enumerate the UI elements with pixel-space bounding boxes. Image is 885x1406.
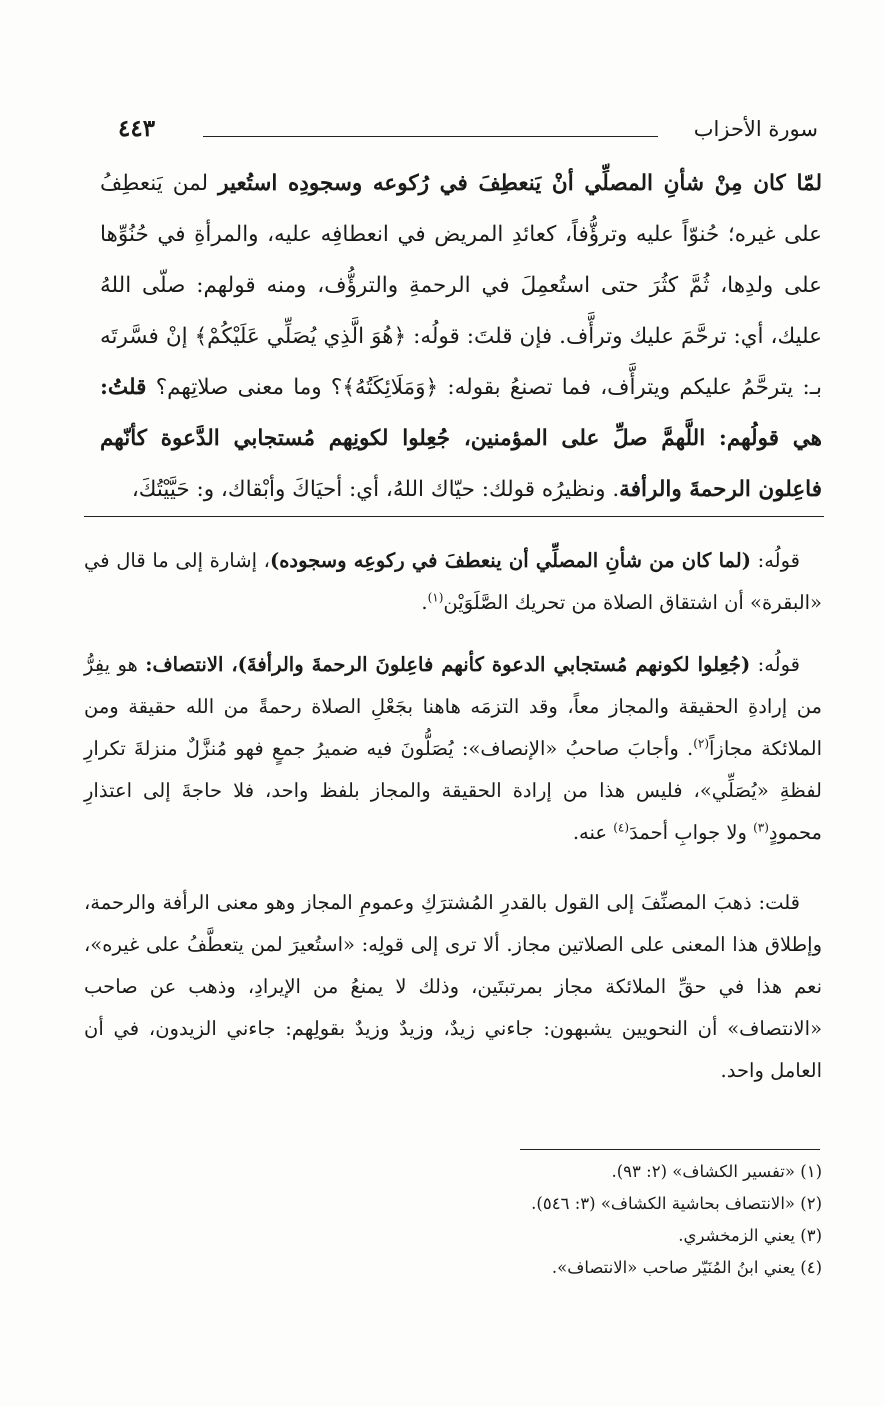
commentary-paragraph-2 (84, 644, 822, 854)
page-number: ٤٤٣ (118, 115, 156, 142)
footnote-divider (520, 1149, 820, 1150)
main-text-body: لمن يَنعطِفُ على غيره؛ حُنوّاً عليه وترؤُّفاً، كعائدِ المريض في انعطافِه عليه، والمرأةِ في حُنُوِّها على ولدِها، ثُمَّ كثُرَ حتى استُعمِلَ في الرحمةِ والترؤُّف، ومنه قولهم: صلّى اللهُ عليك، أي: ترحَّمَ عليك وترأَّف. فإن قلتَ: قولُه: ﴿هُوَ الَّذِي يُصَلِّي عَلَيْكُمْ﴾ إنْ فسَّرتَه بـ: يترحَّمُ عليكم ويترأَّف، فما تصنعُ بقوله: ﴿وَمَلَائِكَتُهُ﴾؟ وما معنى صلاتِهم؟ (100, 171, 822, 400)
commentary-paragraph-3 (84, 882, 822, 1092)
main-text (100, 158, 822, 515)
comm-1-body: ، إشارة إلى ما قال في «البقرة» أن اشتقاق الصلاة من تحريك الصَّلَوَيْن (84, 549, 822, 614)
text-commentary-divider (84, 516, 824, 517)
comm-2-end: عنه. (572, 821, 614, 844)
comm-3-body: قلت: ذهبَ المصنِّفَ إلى القول بالقدرِ المُشترَكِ وعمومِ المجاز وهو معنى الرأفة والرحمة، وإطلاق هذا المعنى على الصلاتين مجاز. ألا ترى إلى قولِه: «استُعيرَ لمن يتعطَّفُ على غيره»، نعم هذا في حقِّ الملائكة مجاز بمرتبتَين، وذلك لا يمنعُ من الإيرادِ، وذهب عن صاحب «الانتصاف» أن النحويين يشبهون: جاءني زيدٌ، وزيدٌ وزيدٌ بقولِهم: جاءني الزيدون، في أن العامل واحد. (84, 891, 822, 1082)
footnote-ref-3[interactable]: (٣) (753, 820, 769, 835)
comm-2-intro: قولُه: (750, 653, 800, 676)
footnote-2: (٢) «الانتصاف بحاشية الكشاف» (٣: ٥٤٦). (531, 1194, 822, 1213)
comm-2-body-b: . وأجابَ صاحبُ «الإنصاف»: يُصَلُّونَ فيه ضميرُ جمعٍ فهو مُنزَّلٌ منزلةَ تكرارِ لفظةِ «يُصَلِّي»، فليس هذا من إرادة الحقيقة والمجاز بلفظ واحد، فلا حاجةَ إلى اعتذارِ محمودٍ (84, 737, 822, 844)
footnote-1: (١) «تفسير الكشاف» (٢: ٩٣). (611, 1162, 822, 1181)
footnotes (300, 1156, 822, 1284)
footnote-ref-2[interactable]: (٢) (693, 736, 710, 751)
comm-1-end: . (421, 591, 428, 614)
footnote-ref-1[interactable]: (١) (427, 590, 444, 605)
comm-2-body-a: هو يفِرُّ من إرادةِ الحقيقة والمجاز معاً، وقد التزمَه هاهنا بجَعْلِ الصلاة رحمةً من الله حقيقة ومن الملائكة مجازاً (84, 653, 822, 760)
footnote-ref-4[interactable]: (٤) (613, 820, 630, 835)
commentary-paragraph-1 (84, 540, 822, 624)
footnote-4: (٤) يعني ابنُ المُنَيّر صاحب «الانتصاف». (551, 1258, 822, 1277)
surah-title: سورة الأحزاب (693, 117, 818, 141)
comm-1-quote: (لما كان من شأنِ المصلِّي أن ينعطفَ في ركوعِه وسجوده) (269, 549, 751, 572)
comm-2-body-c: ولا جوابِ أحمدَ (629, 821, 754, 844)
page-header (118, 112, 818, 146)
main-text-tail: . ونظيرُه قولك: حيّاك اللهُ، أي: أحيَاكَ وأبْقاك، و: حَيَّيْتُكَ، (131, 477, 620, 502)
footnote-3: (٣) يعني الزمخشري. (678, 1226, 822, 1245)
main-text-bold-answer: قلتُ: هي قولُهم: اللَّهمَّ صلِّ على المؤمنين، جُعِلوا لكونِهم مُستجابي الدَّعوة كأنّهم فاعِلون الرحمةَ والرأفة (100, 375, 822, 502)
comm-1-intro: قولُه: (750, 549, 800, 572)
header-rule (203, 136, 658, 137)
comm-2-quote: (جُعِلوا لكونهم مُستجابي الدعوة كأنهم فاعِلونَ الرحمةَ والرأفةَ)، الانتصاف: (145, 653, 751, 676)
main-text-lead: لمّا كان مِنْ شأنِ المصلِّي أنْ يَنعطِفَ في رُكوعه وسجودِه استُعير (218, 171, 822, 196)
